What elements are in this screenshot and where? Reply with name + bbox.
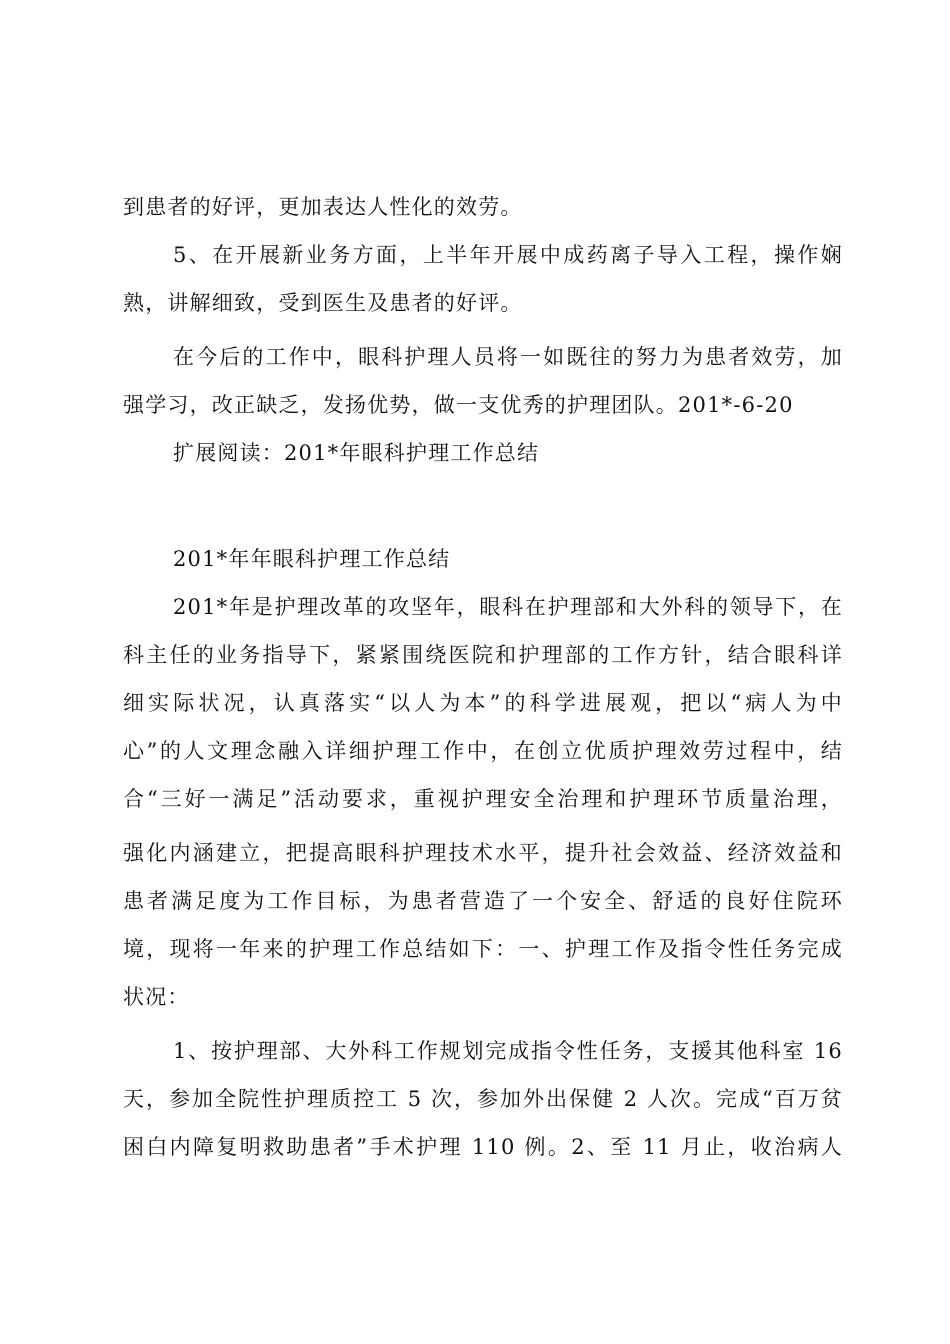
section-heading: 201*年年眼科护理工作总结 xyxy=(173,547,451,571)
text-line: 困白内障复明救助患者”手术护理 110 例。2、至 11 月止，收治病人 xyxy=(123,1135,843,1159)
text-line: 合“三好一满足”活动要求，重视护理安全治理和护理环节质量治理， xyxy=(123,787,843,811)
text-line: 熟，讲解细致，受到医生及患者的好评。 xyxy=(123,291,523,315)
text-line: 1、按护理部、大外科工作规划完成指令性任务，支援其他科室 16 xyxy=(173,1039,843,1063)
text-line: 细实际状况，认真落实“以人为本”的科学进展观，把以“病人为中 xyxy=(123,691,843,715)
text-line: 天，参加全院性护理质控工 5 次，参加外出保健 2 人次。完成“百万贫 xyxy=(123,1087,843,1111)
text-line: 到患者的好评，更加表达人性化的效劳。 xyxy=(123,195,523,219)
text-line: 5、在开展新业务方面，上半年开展中成药离子导入工程，操作娴 xyxy=(173,243,843,267)
text-line: 科主任的业务指导下，紧紧围绕医院和护理部的工作方针，结合眼科详 xyxy=(123,643,843,667)
text-line: 强学习，改正缺乏，发扬优势，做一支优秀的护理团队。201*-6-20 xyxy=(123,393,794,417)
text-line: 境，现将一年来的护理工作总结如下：一、护理工作及指令性任务完成 xyxy=(123,937,843,961)
text-line: 强化内涵建立，把提高眼科护理技术水平，提升社会效益、经济效益和 xyxy=(123,841,843,865)
text-line: 扩展阅读：201*年眼科护理工作总结 xyxy=(173,441,540,465)
text-line: 在今后的工作中，眼科护理人员将一如既往的努力为患者效劳，加 xyxy=(173,345,843,369)
text-line: 201*年是护理改革的攻坚年，眼科在护理部和大外科的领导下，在 xyxy=(173,595,843,619)
text-line: 心”的人文理念融入详细护理工作中，在创立优质护理效劳过程中，结 xyxy=(123,739,843,763)
text-line: 患者满足度为工作目标，为患者营造了一个安全、舒适的良好住院环 xyxy=(123,889,843,913)
text-line: 状况： xyxy=(123,985,190,1009)
